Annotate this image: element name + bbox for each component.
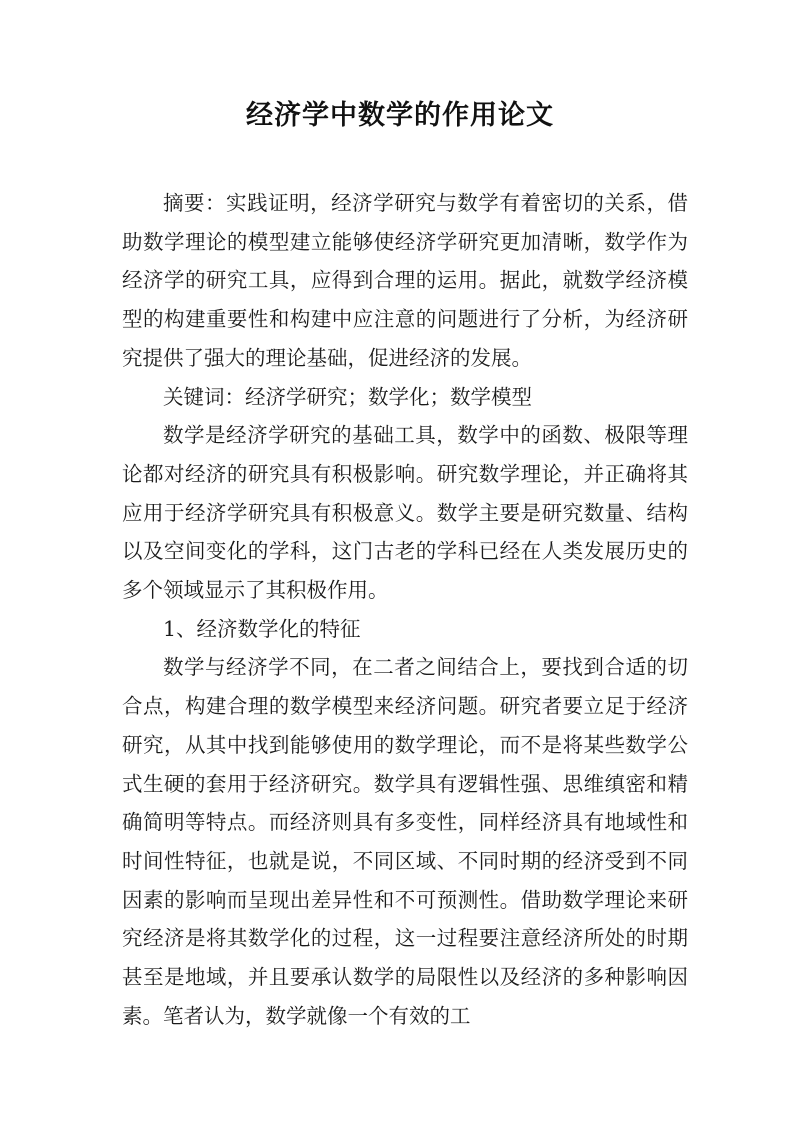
section-heading: 1、经济数学化的特征: [163, 616, 361, 641]
document-body: [122, 184, 688, 1035]
abstract-paragraph: 摘要：实践证明，经济学研究与数学有着密切的关系，借助数学理论的模型建立能够使经济学研究更加清晰，数学作为经济学的研究工具，应得到合理的运用。据此，就数学经济模型的构建重要性和构建中应注意的问题进行了分析，为经济研究提供了强大的理论基础，促进经济的发展。: [122, 191, 688, 370]
intro-paragraph: 数学是经济学研究的基础工具，数学中的函数、极限等理论都对经济的研究具有积极影响。研究数学理论，并正确将其应用于经济学研究具有积极意义。数学主要是研究数量、结构以及空间变化的学科，这门古老的学科已经在人类发展历史的多个领域显示了其积极作用。: [122, 423, 688, 603]
document-title: 经济学中数学的作用论文: [246, 100, 554, 131]
section-paragraph: 数学与经济学不同，在二者之间结合上，要找到合适的切合点，构建合理的数学模型来经济问题。研究者要立足于经济研究，从其中找到能够使用的数学理论，而不是将某些数学公式生硬的套用于经济研究。数学具有逻辑性强、思维缜密和精确简明等特点。而经济则具有多变性，同样经济具有地域性和时间性特征，也就是说，不同区域、不同时期的经济受到不同因素的影响而呈现出差异性和不可预测性。借助数学理论来研究经济是将其数学化的过程，这一过程要注意经济所处的时期甚至是地域，并且要承认数学的局限性以及经济的多种影响因素。笔者认为，数学就像一个有效的工: [122, 655, 688, 1028]
keywords-paragraph: 关键词：经济学研究；数学化；数学模型: [163, 384, 532, 409]
